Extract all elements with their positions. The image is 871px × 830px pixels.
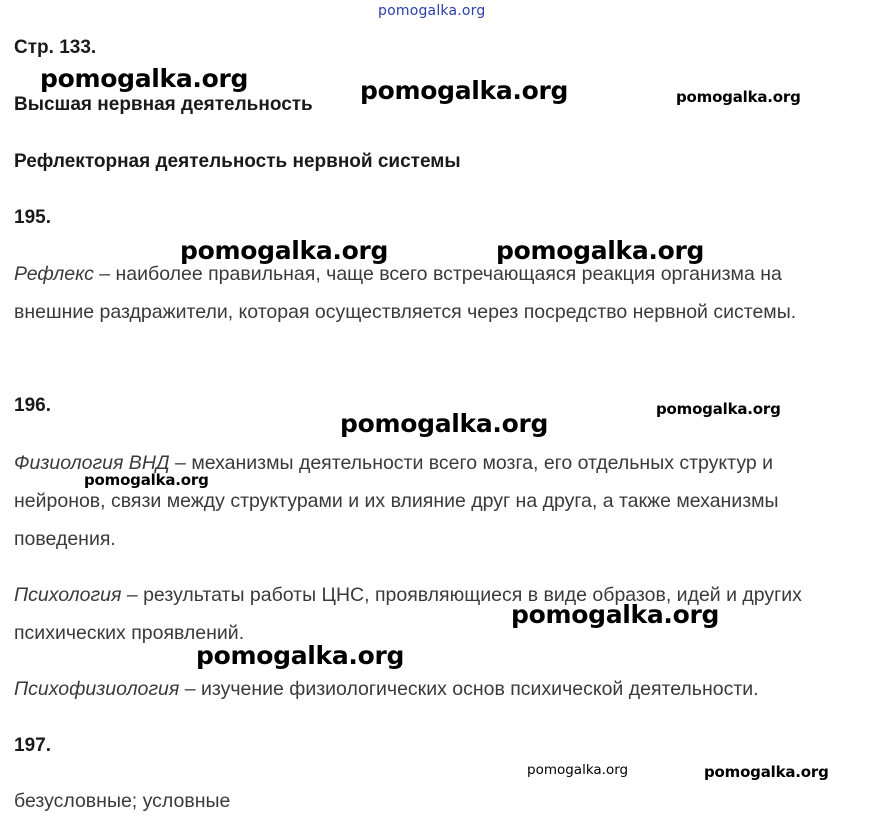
answer-196-item-1 [14, 444, 864, 558]
term-physiology-vnd: Физиология ВНД [14, 452, 170, 474]
watermark: pomogalka.org [656, 400, 781, 418]
answer-197: безусловные; условные [14, 790, 231, 812]
term-psychology: Психология [14, 584, 122, 606]
question-number-197: 197. [14, 735, 51, 756]
watermark: pomogalka.org [676, 88, 801, 106]
watermark: pomogalka.org [496, 236, 705, 265]
term-reflex: Рефлекс [14, 263, 94, 285]
question-number-196: 196. [14, 395, 51, 416]
answer-196-item-2 [14, 576, 864, 652]
watermark: pomogalka.org [527, 762, 629, 778]
watermark: pomogalka.org [84, 471, 209, 489]
watermark: pomogalka.org [180, 236, 389, 265]
definition-reflex: – наиболее правильная, чаще всего встречающаяся реакция организма на внешние раздражители, которая осуществляется через посредство нервной системы. [14, 263, 797, 323]
answer-195 [14, 255, 864, 331]
watermark: pomogalka.org [704, 763, 829, 781]
heading-main: Высшая нервная деятельность [14, 94, 313, 115]
definition-psychology: – результаты работы ЦНС, проявляющиеся в виде образов, идей и других психических проявлений. [14, 584, 802, 644]
watermark: pomogalka.org [360, 76, 569, 105]
watermark: pomogalka.org [196, 641, 405, 670]
watermark: pomogalka.org [340, 409, 549, 438]
watermark: pomogalka.org [511, 600, 720, 629]
page-label: Стр. 133. [14, 37, 97, 58]
definition-psychophysiology: – изучение физиологических основ психической деятельности. [179, 678, 759, 700]
heading-sub: Рефлекторная деятельность нервной системы [14, 151, 461, 172]
answer-196-item-3 [14, 670, 864, 708]
definition-physiology-vnd: – механизмы деятельности всего мозга, его отдельных структур и нейронов, связи между структурами и их влияние друг на друга, а также механизмы поведения. [14, 452, 779, 550]
watermark: pomogalka.org [40, 64, 249, 93]
header-watermark: pomogalka.org [378, 3, 486, 19]
term-psychophysiology: Психофизиология [14, 678, 180, 700]
question-number-195: 195. [14, 207, 51, 228]
